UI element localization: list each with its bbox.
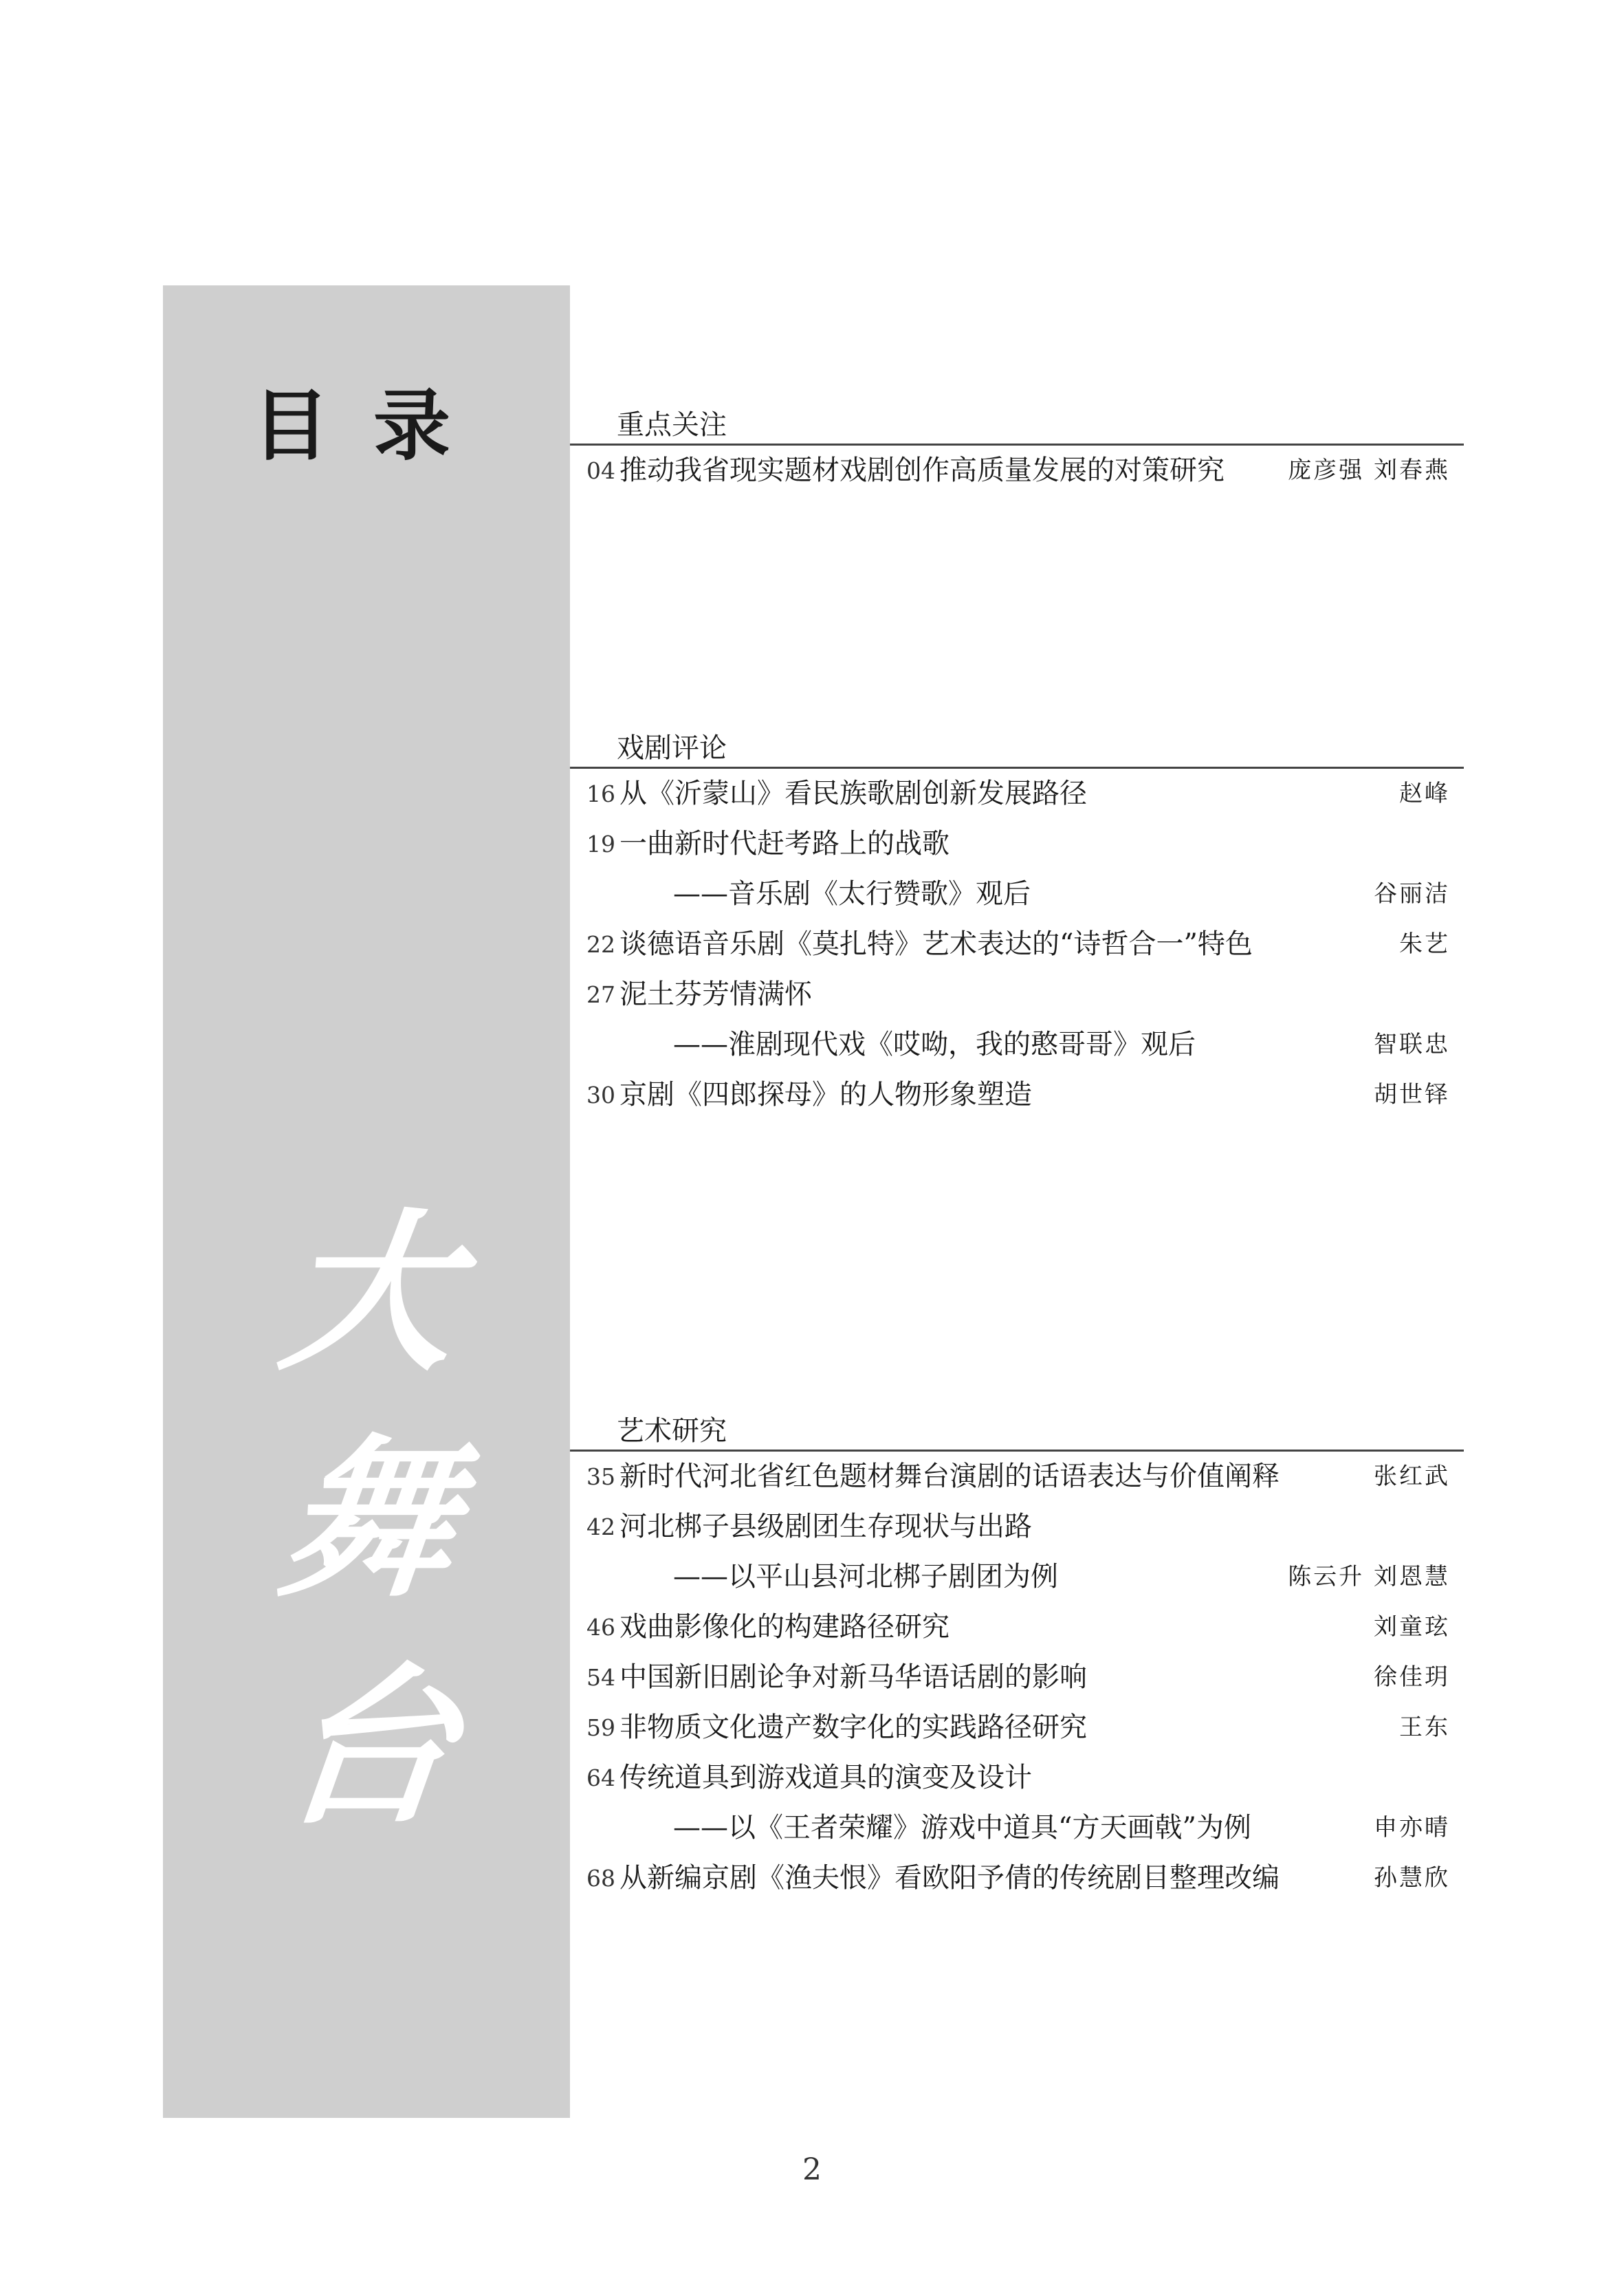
toc-entry[interactable]: [570, 1602, 1464, 1652]
toc-entry[interactable]: [570, 1853, 1464, 1903]
entry-author: 张红武: [1374, 1463, 1450, 1490]
toc-entry[interactable]: [570, 1703, 1464, 1753]
entry-title: 从《沂蒙山》看民族歌剧创新发展路径: [619, 778, 1087, 809]
entry-title: 新时代河北省红色题材舞台演剧的话语表达与价值阐释: [619, 1461, 1280, 1492]
entry-page: 68: [586, 1865, 615, 1892]
entry-page: 35: [586, 1463, 615, 1490]
toc-entry-subtitle[interactable]: [570, 869, 1464, 919]
entry-author: 庞彦强 刘春燕: [1288, 457, 1450, 484]
toc-entry[interactable]: [570, 1753, 1464, 1803]
entry-page: 59: [586, 1714, 615, 1741]
toc-entry[interactable]: [570, 769, 1464, 819]
entry-page: 64: [586, 1764, 615, 1791]
entry-list: [570, 1452, 1464, 1903]
entry-page: 19: [586, 831, 615, 857]
page-number: 2: [802, 2152, 822, 2187]
entry-title: 河北梆子县级剧团生存现状与出路: [619, 1511, 1032, 1542]
brand-char: 大: [272, 1192, 466, 1394]
toc-entry-subtitle[interactable]: [570, 1020, 1464, 1070]
brand-char: 台: [272, 1646, 466, 1848]
entry-author: 智联忠: [1374, 1031, 1450, 1058]
toc-section-drama-review: [570, 731, 1464, 1120]
entry-author: 胡世铎: [1374, 1081, 1450, 1108]
entry-title: ——以平山县河北梆子剧团为例: [673, 1561, 1058, 1593]
entry-author: 申亦晴: [1374, 1814, 1450, 1841]
entry-title: 谈德语音乐剧《莫扎特》艺术表达的“诗哲合一”特色: [619, 928, 1253, 960]
section-title: 戏剧评论: [617, 732, 727, 764]
toc-section-art-research: [570, 1414, 1464, 1903]
entry-page: 54: [586, 1664, 615, 1691]
entry-title: 戏曲影像化的构建路径研究: [619, 1611, 950, 1643]
entry-author: 赵峰: [1399, 780, 1450, 807]
sidebar-panel: [163, 285, 570, 2118]
entry-list: [570, 769, 1464, 1120]
toc-entry[interactable]: [570, 970, 1464, 1020]
toc-entry-subtitle[interactable]: [570, 1803, 1464, 1853]
brand-char: 舞: [272, 1419, 466, 1621]
entry-title: 京剧《四郎探母》的人物形象塑造: [619, 1079, 1032, 1111]
section-title: 艺术研究: [617, 1415, 727, 1447]
entry-title: 推动我省现实题材戏剧创作高质量发展的对策研究: [619, 455, 1225, 486]
entry-title: 传统道具到游戏道具的演变及设计: [619, 1762, 1032, 1793]
entry-author: 朱艺: [1399, 930, 1450, 958]
entry-page: 22: [586, 931, 615, 958]
entry-page: 04: [586, 457, 615, 484]
entry-author: 刘童玹: [1374, 1613, 1450, 1641]
entry-title: 泥土芬芳情满怀: [619, 979, 812, 1010]
entry-page: 16: [586, 780, 615, 807]
toc-entry[interactable]: [570, 1502, 1464, 1552]
entry-page: 30: [586, 1082, 615, 1108]
entry-list: [570, 446, 1464, 496]
toc-entry[interactable]: [570, 919, 1464, 970]
entry-author: 孙慧欣: [1374, 1864, 1450, 1892]
entry-author: 徐佳玥: [1374, 1663, 1450, 1691]
toc-entry[interactable]: [570, 1652, 1464, 1703]
entry-page: 42: [586, 1513, 615, 1540]
toc-title: 目录: [252, 382, 494, 471]
entry-page: 27: [586, 981, 615, 1008]
brand-logo: [266, 1179, 472, 1860]
entry-title: 非物质文化遗产数字化的实践路径研究: [619, 1712, 1087, 1743]
entry-title: 中国新旧剧论争对新马华语话剧的影响: [619, 1661, 1087, 1693]
entry-page: 46: [586, 1614, 615, 1641]
toc-entry[interactable]: [570, 446, 1464, 496]
entry-author: 谷丽洁: [1374, 880, 1450, 908]
entry-author: 王东: [1399, 1714, 1450, 1741]
entry-title: ——淮剧现代戏《哎呦，我的憨哥哥》观后: [673, 1029, 1196, 1060]
toc-entry[interactable]: [570, 1070, 1464, 1120]
entry-title: ——音乐剧《太行赞歌》观后: [673, 878, 1031, 910]
entry-title: 从新编京剧《渔夫恨》看欧阳予倩的传统剧目整理改编: [619, 1862, 1280, 1894]
entry-title: ——以《王者荣耀》游戏中道具“方天画戟”为例: [673, 1812, 1251, 1844]
entry-title: 一曲新时代赶考路上的战歌: [619, 828, 950, 860]
toc-section-focus: [570, 408, 1464, 496]
section-title: 重点关注: [617, 409, 727, 441]
entry-author: 陈云升 刘恩慧: [1288, 1563, 1450, 1590]
toc-entry[interactable]: [570, 819, 1464, 869]
toc-entry[interactable]: [570, 1452, 1464, 1502]
toc-entry-subtitle[interactable]: [570, 1552, 1464, 1602]
